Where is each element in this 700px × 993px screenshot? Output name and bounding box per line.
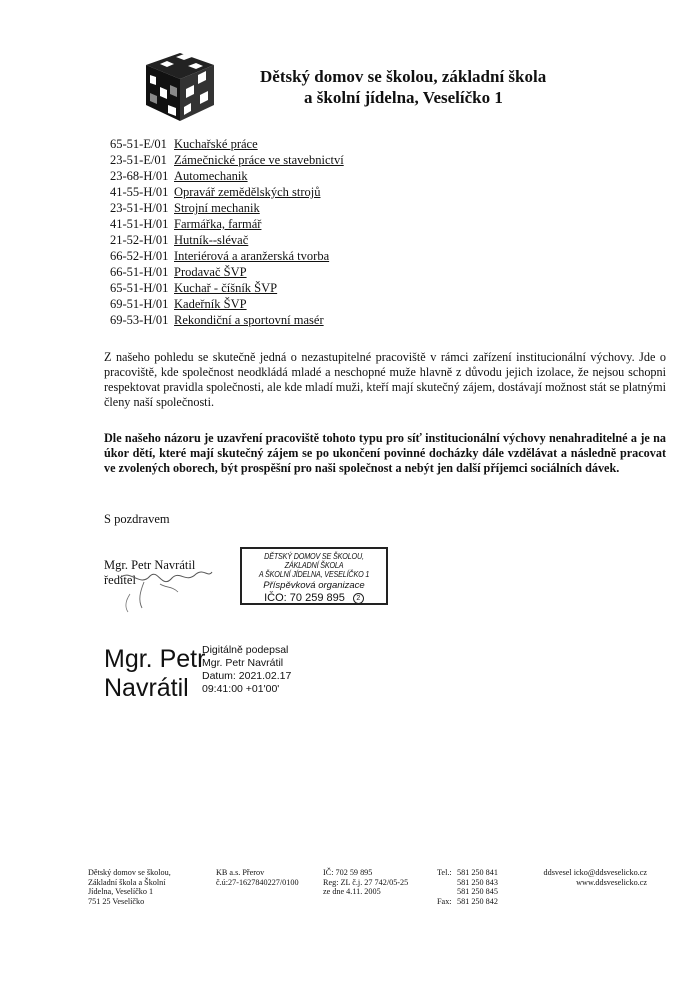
footer-registry-line: ze dne 4.11. 2005 xyxy=(323,887,381,896)
list-item xyxy=(110,216,344,232)
program-code: 66-52-H/01 xyxy=(110,249,169,263)
footer-address-line: 751 25 Veselíčko xyxy=(88,896,145,906)
list-item xyxy=(110,280,344,296)
signatory-name: Mgr. Petr Navrátil xyxy=(104,558,196,572)
letter-header xyxy=(260,66,546,108)
footer-registry-line: Reg: ZL č.j. 27 742/05-25 xyxy=(323,877,409,887)
list-item xyxy=(110,136,344,152)
greeting: S pozdravem xyxy=(104,512,170,526)
footer-phones xyxy=(457,868,498,906)
footer-registry-line: IČ: 702 59 895 xyxy=(323,868,373,877)
footer-address-line: Základní škola a Školní xyxy=(88,877,166,887)
program-code: 69-51-H/01 xyxy=(110,297,169,311)
footer-bank-line: č.ú:27-1627840227/0100 xyxy=(216,877,299,887)
stamp-mark-icon: 2 xyxy=(353,593,364,604)
list-item xyxy=(110,248,344,264)
list-item xyxy=(110,152,344,168)
digital-signature-name xyxy=(104,645,205,703)
list-item xyxy=(110,200,344,216)
footer-phone: 581 250 841 xyxy=(457,868,498,877)
program-name: Zámečnické práce ve stavebnictví xyxy=(174,153,344,167)
program-code: 65-51-E/01 xyxy=(110,137,167,151)
program-name: Farmářka, farmář xyxy=(174,217,262,231)
program-code: 41-55-H/01 xyxy=(110,185,169,199)
digital-signature-line-3: Datum: 2021.02.17 xyxy=(202,670,292,682)
footer-bank-line: KB a.s. Přerov xyxy=(216,868,265,877)
digital-signature-line-4: 09:41:00 +01'00' xyxy=(202,683,280,695)
footer-tel-label: Tel.: xyxy=(437,868,452,877)
list-item xyxy=(110,184,344,200)
digital-signature-line-2: Mgr. Petr Navrátil xyxy=(202,657,284,669)
program-code: 66-51-H/01 xyxy=(110,265,169,279)
list-item xyxy=(110,232,344,248)
stamp-line-4 xyxy=(242,592,386,604)
footer-phone: 581 250 845 xyxy=(457,887,498,896)
program-code: 21-52-H/01 xyxy=(110,233,169,247)
list-item xyxy=(110,312,344,328)
list-item xyxy=(110,296,344,312)
footer-web-link[interactable]: www.ddsveselicko.cz xyxy=(576,877,647,887)
program-code: 69-53-H/01 xyxy=(110,313,169,327)
stamp-ico: IČO: 70 259 895 xyxy=(264,592,345,604)
body-paragraph-2: Dle našeho názoru je uzavření pracoviště tohoto typu pro síť institucionální výchovy nenahraditelné a je na úkor dětí, které mají skutečný zájem se po ukončení povinné docházky dále vzdělávat a následně pracovat ve zvolených oborech, být prospěšní pro naši společnost a nebýt jen další příjemci sociálních dávek. xyxy=(104,431,666,475)
program-name: Prodavač ŠVP xyxy=(174,265,247,279)
digital-signature-name-line-2: Navrátil xyxy=(104,674,189,702)
footer-phone-labels xyxy=(437,868,452,906)
program-code: 41-51-H/01 xyxy=(110,217,169,231)
list-item xyxy=(110,168,344,184)
program-code: 23-51-H/01 xyxy=(110,201,169,215)
digital-signature-line-1: Digitálně podepsal xyxy=(202,644,289,656)
program-name: Kadeřník ŠVP xyxy=(174,297,247,311)
cube-logo-icon xyxy=(136,45,220,125)
program-code: 65-51-H/01 xyxy=(110,281,169,295)
program-name: Kuchař - číšník ŠVP xyxy=(174,281,278,295)
program-name: Interiérová a aranžerská tvorba xyxy=(174,249,330,263)
program-name: Kuchařské práce xyxy=(174,137,258,151)
handwritten-signature xyxy=(100,548,230,618)
program-name: Opravář zemědělských strojů xyxy=(174,185,321,199)
program-name: Hutník--slévač xyxy=(174,233,249,247)
digital-signature-details xyxy=(202,644,291,696)
footer-phone: 581 250 843 xyxy=(457,877,498,887)
official-stamp xyxy=(240,547,388,605)
header-line-1: Dětský domov se školou, základní škola xyxy=(260,67,547,86)
signatory-title: ředitel xyxy=(104,573,136,587)
digital-signature-name-line-1: Mgr. Petr xyxy=(104,645,206,673)
stamp-line-3: Příspěvková organizace xyxy=(263,580,365,591)
stamp-line-2: A ŠKOLNÍ JÍDELNA, VESELÍČKO 1 xyxy=(258,570,370,579)
footer-fax-label: Fax: xyxy=(437,896,452,906)
list-item xyxy=(110,264,344,280)
footer-fax: 581 250 842 xyxy=(457,896,498,906)
footer-bank xyxy=(216,868,299,887)
program-list xyxy=(110,136,344,328)
footer-email-link[interactable]: ddsvesel icko@ddsveselicko.cz xyxy=(543,868,647,877)
program-code: 23-68-H/01 xyxy=(110,169,169,183)
footer-address-line: Dětský domov se školou, xyxy=(88,868,171,877)
program-name: Automechanik xyxy=(174,169,248,183)
header-line-2: a školní jídelna, Veselíčko 1 xyxy=(304,88,503,107)
footer-address xyxy=(88,868,171,906)
footer-registry xyxy=(323,868,408,897)
stamp-line-1: DĚTSKÝ DOMOV SE ŠKOLOU, ZÁKLADNÍ ŠKOLA xyxy=(264,552,364,570)
program-name: Strojní mechanik xyxy=(174,201,260,215)
footer-contact xyxy=(531,868,647,887)
footer-address-line: Jídelna, Veselíčko 1 xyxy=(88,887,154,896)
program-code: 23-51-E/01 xyxy=(110,153,167,167)
body-paragraph-1: Z našeho pohledu se skutečně jedná o nezastupitelné pracoviště v rámci zařízení institucionální výchovy. Jde o pracoviště, kde společnost neodkládá mladé a neschopné muže hlavně z důvodu jejich izolace, že nejsou schopni respektovat pravidla společnosti, ale kde mladí muži, kteří mají skutečný zájem, dostávají možnost stát se platnými členy naší společnosti. xyxy=(104,350,666,409)
program-name: Rekondiční a sportovní masér xyxy=(174,313,324,327)
